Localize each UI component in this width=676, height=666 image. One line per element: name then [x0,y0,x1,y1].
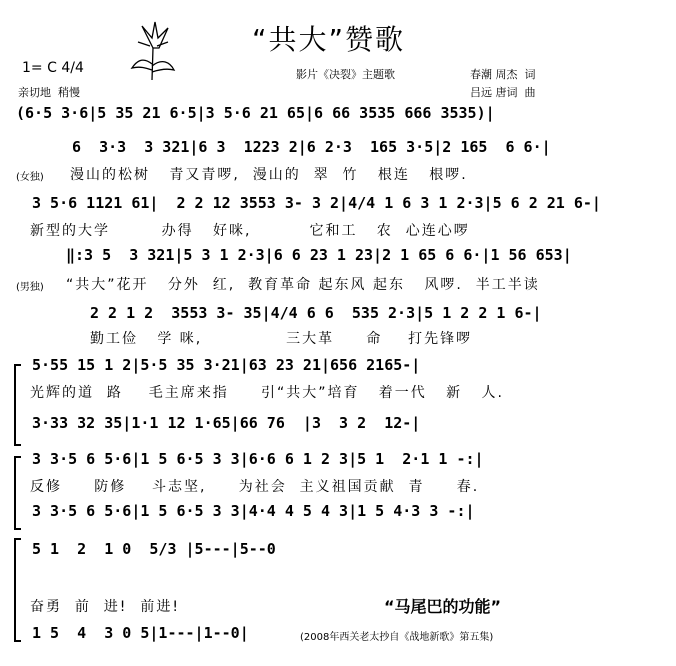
tempo-marking: 亲切地 稍慢 [18,86,80,99]
lyrics-line-6: 反修 防修 斗志坚, 为社会 主义祖国贡献 青 春. [30,479,480,495]
notation-line-7: 3·33 32 35|1·1 12 1·65|66 76 |3 3 2 12-| [32,414,421,432]
notation-line-4: ‖:3 5 3 321|5 3 1 2·3|6 6 23 1 23|2 1 65 6 6·|1 56 653| [66,246,572,264]
system-brace-2 [14,456,21,530]
tagline: “马尾巴的功能” [384,597,502,616]
lyrics-line-3: “共大”花开 分外 红, 教育革命 起东风 起东 风啰. 半工半读 [66,277,540,293]
notation-line-5: 2 2 1 2 3553 3- 35|4/4 6 6 535 2·3|5 1 2 2 1 6-| [90,304,542,322]
lyrics-line-7: 奋勇 前 进! 前进! [30,599,180,615]
lily-flower-icon [128,20,178,82]
notation-line-3: 3 5·6 1121 61| 2 2 12 3553 3- 3 2|4/4 1 6 3 1 2·3|5 6 2 21 6-| [32,194,601,212]
composer-credit: 吕远 唐词 曲 [470,86,536,99]
lyricist-credit: 春潮 周杰 词 [470,68,536,81]
notation-line-10: 5 1 2 1 0 5/3 |5---|5--0 [32,540,276,558]
notation-line-1: (6·5 3·6|5 35 21 6·5|3 5·6 21 65|6 66 3535 666 3535)| [16,104,495,122]
lyrics-line-5: 光辉的道 路 毛主席来指 引“共大”培育 着一代 新 人. [30,385,504,401]
notation-line-2: 6 3·3 3 321|6 3 1223 2|6 2·3 165 3·5|2 165 6 6·| [72,138,551,156]
system-brace-1 [14,364,21,446]
lyrics-line-2: 新型的大学 办得 好咪, 它和工 农 心连心啰 [30,223,470,239]
song-title: “共大”赞歌 [252,23,406,56]
lyrics-line-1: 漫山的松树 青又青啰, 漫山的 翠 竹 根连 根啰. [70,167,468,183]
notation-line-8: 3 3·5 6 5·6|1 5 6·5 3 3|6·6 6 1 2 3|5 1 2·1 1 -:| [32,450,484,468]
female-solo-label: (女独) [16,172,44,183]
male-solo-label: (男独) [16,282,44,293]
notation-line-11: 1 5 4 3 0 5|1---|1--0| [32,624,249,642]
film-credit: 影片《决裂》主题歌 [296,68,395,81]
notation-line-9: 3 3·5 6 5·6|1 5 6·5 3 3|4·4 4 5 4 3|1 5 4·3 3 -:| [32,502,475,520]
key-signature: 1= C 4/4 [22,60,84,76]
source-note: (2008年西关老太抄自《战地新歌》第五集) [300,632,494,643]
notation-line-6: 5·55 15 1 2|5·5 35 3·21|63 23 21|656 2165-| [32,356,421,374]
system-brace-3 [14,538,21,642]
lyrics-line-4: 勤工俭 学 咪, 三大革 命 打先锋啰 [90,331,473,347]
